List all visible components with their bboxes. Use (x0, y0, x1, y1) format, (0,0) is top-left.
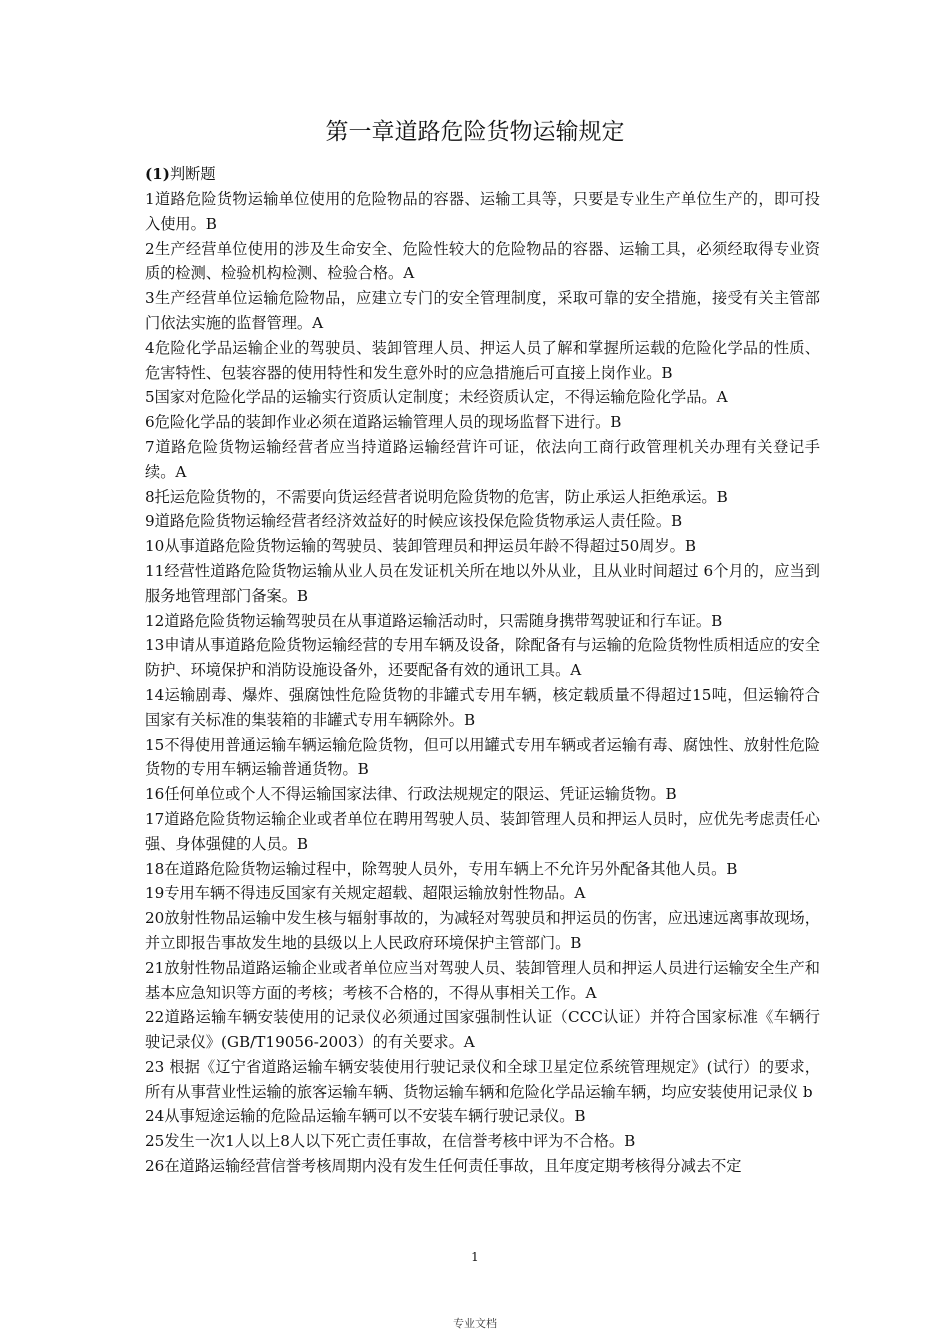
question-item: 25发生一次1人以上8人以下死亡责任事故，在信誉考核中评为不合格。B (145, 1132, 636, 1151)
section-label: 判断题 (169, 165, 216, 183)
question-item: 22道路运输车辆安装使用的记录仪必须通过国家强制性认证（CCC认证）并符合国家标准《车辆行驶记录仪》(GB/T19056-2003）的有关要求。A (145, 1008, 820, 1052)
section-heading (145, 162, 820, 187)
question-item: 8托运危险货物的，不需要向货运经营者说明危险货物的危害，防止承运人拒绝承运。B (145, 487, 728, 506)
question-item: 17道路危险货物运输企业或者单位在聘用驾驶人员、装卸管理人员和押运人员时，应优先考虑责任心强、身体强健的人员。B (145, 809, 820, 853)
question-item: 16任何单位或个人不得运输国家法律、行政法规规定的限运、凭证运输货物。B (145, 785, 677, 804)
question-item: 7道路危险货物运输经营者应当持道路运输经营许可证，依法向工商行政管理机关办理有关登记手续。A (145, 437, 820, 481)
question-item: 6危险化学品的装卸作业必须在道路运输管理人员的现场监督下进行。B (145, 413, 622, 432)
question-item: 3生产经营单位运输危险物品，应建立专门的安全管理制度，采取可靠的安全措施，接受有关主管部门依法实施的监督管理。A (145, 289, 820, 332)
question-item: 15不得使用普通运输车辆运输危险货物，但可以用罐式专用车辆或者运输有毒、腐蚀性、放射性危险货物的专用车辆运输普通货物。B (145, 735, 820, 779)
document-body (145, 162, 820, 1179)
question-item: 24从事短途运输的危险品运输车辆可以不安装车辆行驶记录仪。B (145, 1107, 586, 1126)
question-item: 11经营性道路危险货物运输从业人员在发证机关所在地以外从业，且从业时间超过 6个月的，应当到服务地管理部门备案。B (145, 561, 820, 605)
question-item: 20放射性物品运输中发生核与辐射事故的，为减轻对驾驶员和押运员的伤害，应迅速远离事故现场，并立即报告事故发生地的县级以上人民政府环境保护主管部门。B (145, 909, 820, 952)
question-item: 10从事道路危险货物运输的驾驶员、装卸管理员和押运员年龄不得超过50周岁。B (145, 537, 696, 556)
question-item: 14运输剧毒、爆炸、强腐蚀性危险货物的非罐式专用车辆，核定载质量不得超过15吨，但运输符合国家有关标准的集装箱的非罐式专用车辆除外。B (145, 685, 820, 729)
question-item: 4危险化学品运输企业的驾驶员、装卸管理人员、押运人员了解和掌握所运载的危险化学品的性质、危害特性、包装容器的使用特性和发生意外时的应急措施后可直接上岗作业。B (145, 338, 820, 382)
footer-note: 专业文档 (453, 1317, 497, 1330)
question-item: 5国家对危险化学品的运输实行资质认定制度；未经资质认定，不得运输危险化学品。A (145, 388, 728, 407)
question-item: 19专用车辆不得违反国家有关规定超载、超限运输放射性物品。A (145, 884, 586, 903)
question-item: 26在道路运输经营信誉考核周期内没有发生任何责任事故，且年度定期考核得分减去不定 (145, 1157, 742, 1176)
question-item: 23 根据《辽宁省道路运输车辆安装使用行驶记录仪和全球卫星定位系统管理规定》(试行）的要求，所有从事营业性运输的旅客运输车辆、货物运输车辆和危险化学品运输车辆，均应安装使用记录仪 b (145, 1057, 820, 1101)
section-number: (1) (145, 165, 170, 183)
question-item: 9道路危险货物运输经营者经济效益好的时候应该投保危险货物承运人责任险。B (145, 512, 683, 531)
question-item: 12道路危险货物运输驾驶员在从事道路运输活动时，只需随身携带驾驶证和行车证。B (145, 611, 723, 630)
question-item: 18在道路危险货物运输过程中，除驾驶人员外，专用车辆上不允许另外配备其他人员。B (145, 859, 738, 878)
question-item: 21放射性物品道路运输企业或者单位应当对驾驶人员、装卸管理人员和押运人员进行运输安全生产和基本应急知识等方面的考核；考核不合格的，不得从事相关工作。A (145, 958, 820, 1002)
page-number: 1 (471, 1250, 479, 1264)
question-item: 1道路危险货物运输单位使用的危险物品的容器、运输工具等，只要是专业生产单位生产的，即可投入使用。B (145, 190, 820, 233)
page-title: 第一章道路危险货物运输规定 (325, 119, 625, 145)
question-list (145, 187, 820, 1179)
question-item: 2生产经营单位使用的涉及生命安全、危险性较大的危险物品的容器、运输工具，必须经取得专业资质的检测、检验机构检测、检验合格。A (145, 239, 820, 283)
question-item: 13申请从事道路危险货物运输经营的专用车辆及设备，除配备有与运输的危险货物性质相适应的安全防护、环境保护和消防设施设备外，还要配备有效的通讯工具。A (145, 636, 820, 680)
